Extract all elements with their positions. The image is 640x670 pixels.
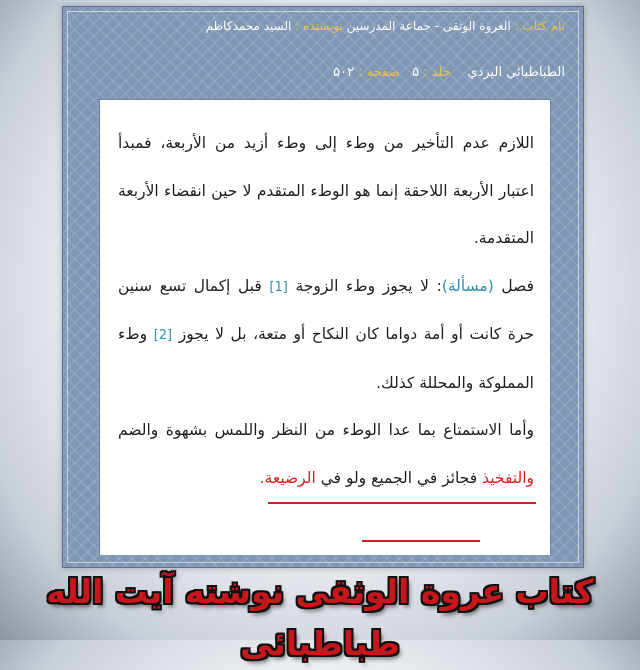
red-underline-1: [268, 502, 536, 504]
footnote-1[interactable]: [1]: [269, 279, 288, 295]
p2-end: وطء المملوكة والمحللة كذلك.: [118, 325, 534, 392]
highlight-word-1: والتفخيذ: [482, 468, 534, 487]
page-text: [118, 120, 534, 502]
footnote-2[interactable]: [2]: [153, 328, 173, 343]
caption-title: کتاب عروة الوثقى نوشته آيت الله طباطبائى: [46, 572, 594, 663]
paragraph-1: اللازم عدم التأخير من وطء إلى وطء أزيد من الأربعة، فمبدأ اعتبار الأربعة اللاحقة إنما هو الوطء المتقدم لا حين انقضاء الأربعة المتقدمة.: [118, 134, 534, 247]
book-label: نام کتاب :: [514, 19, 565, 33]
p2-mid2: قبل إكمال تسع سنين حرة كانت أو أمة دواما كان النكاح أو متعة، بل لا يجوز: [118, 276, 534, 343]
p2-mid1: : لا يجوز وطء الزوجة: [295, 276, 442, 295]
paragraph-2: [118, 263, 534, 408]
author-label: نويسنده :: [295, 19, 343, 33]
p2-start: فصل: [501, 276, 534, 295]
book-title: العروة الوثقى - جماعة المدرسين: [346, 19, 511, 33]
author-name: السيد محمدكاظم: [205, 19, 292, 33]
p3-mid: فجائز في الجميع ولو في: [320, 468, 478, 487]
page-number: ۵۰۲: [333, 65, 355, 80]
header-line-2: [333, 65, 565, 80]
book-info-header: [83, 13, 565, 99]
p3-start: وأما الاستمتاع بما عدا الوطء من النظر واللمس بشهوة والضم: [118, 421, 534, 439]
red-underline-2: [362, 540, 480, 542]
page-label: صفحه :: [358, 65, 400, 80]
volume-label: جلد :: [423, 65, 451, 80]
masala-keyword: (مسألة): [441, 276, 494, 295]
author-name-cont: الطباطبائي اليزدي: [467, 65, 565, 80]
page-content: [99, 99, 551, 555]
book-frame: [62, 6, 584, 568]
header-line-1: [206, 19, 565, 33]
paragraph-3: [118, 407, 534, 502]
highlight-word-2: الرضيعة.: [259, 468, 316, 487]
volume-number: ۵: [412, 65, 420, 80]
